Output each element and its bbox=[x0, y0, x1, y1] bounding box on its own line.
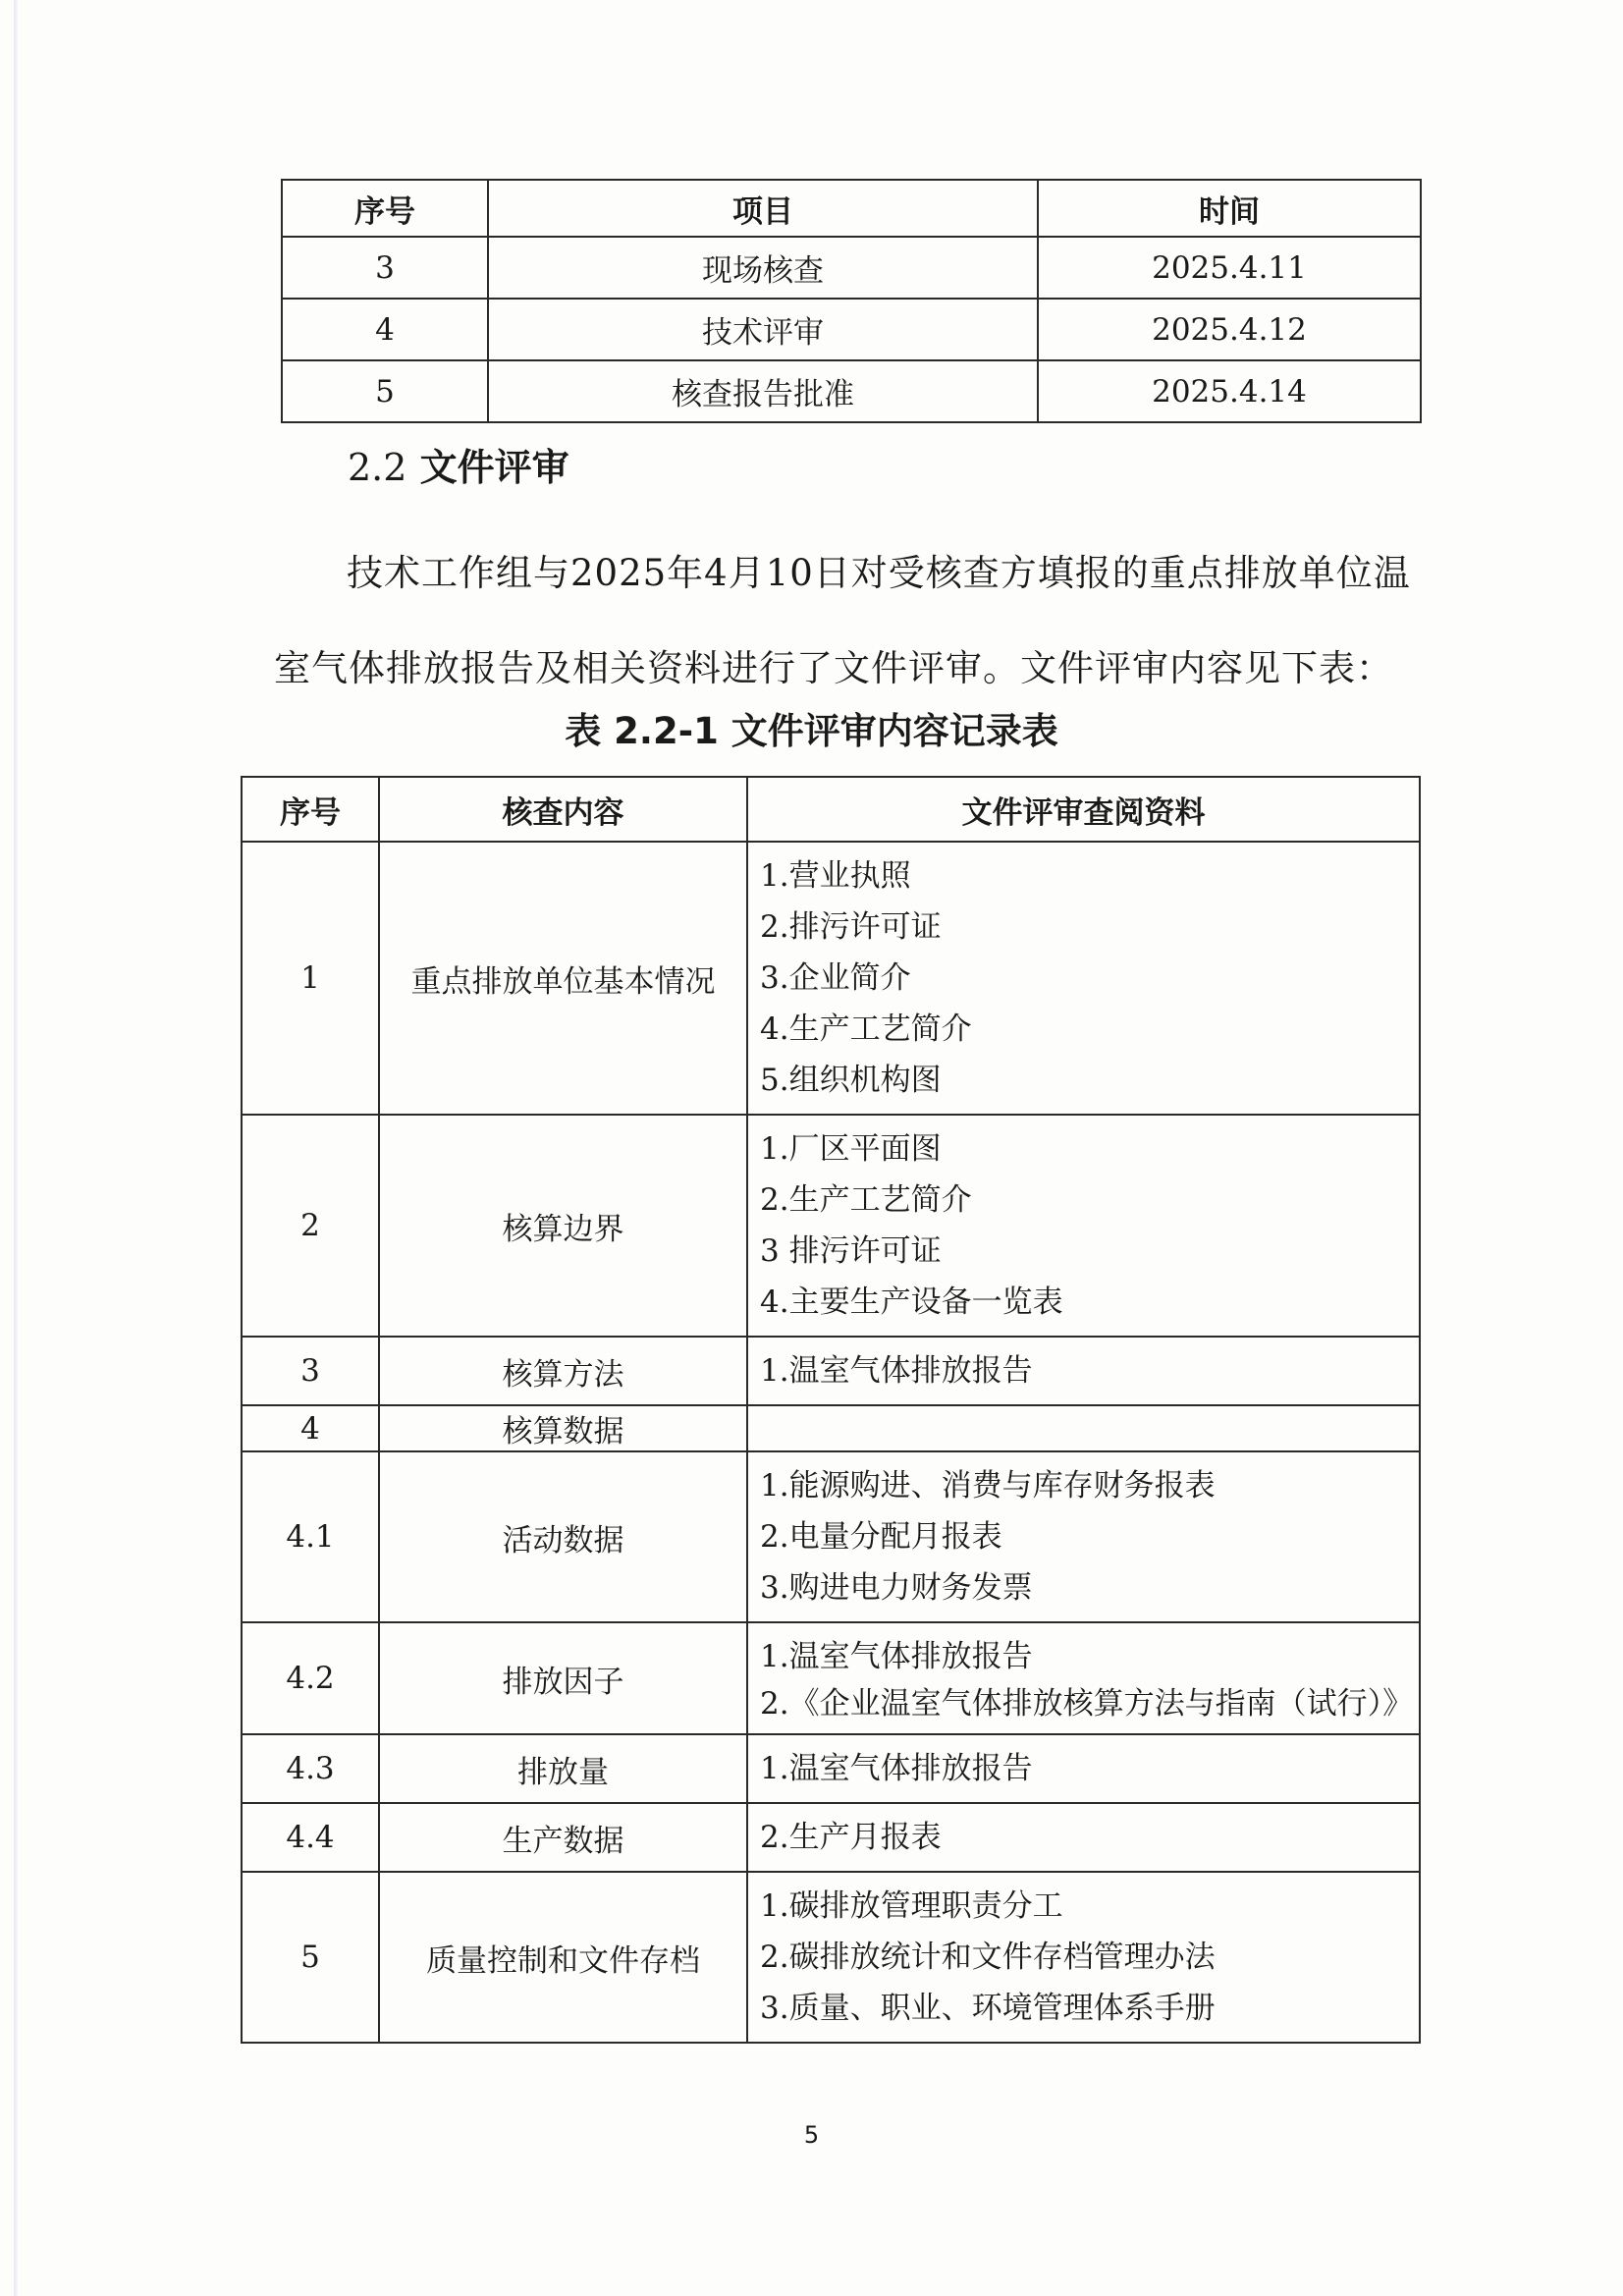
review-no: 4.2 bbox=[242, 1622, 379, 1734]
doc-item: 1.能源购进、消费与库存财务报表 bbox=[760, 1468, 1216, 1503]
doc-item: 2.《企业温室气体排放核算方法与指南（试行）》 bbox=[760, 1686, 1414, 1722]
page-number: 5 bbox=[803, 2121, 820, 2149]
table-row bbox=[242, 1734, 1420, 1803]
table-row bbox=[282, 299, 1421, 360]
review-docs bbox=[747, 842, 1420, 1115]
review-no: 4.1 bbox=[242, 1451, 379, 1622]
schedule-date: 2025.4.12 bbox=[1038, 299, 1421, 360]
review-header-row bbox=[242, 777, 1420, 842]
review-content: 排放因子 bbox=[379, 1622, 747, 1734]
doc-item: 1.营业执照 bbox=[760, 858, 911, 894]
review-docs bbox=[747, 1872, 1420, 2043]
review-content: 活动数据 bbox=[379, 1451, 747, 1622]
doc-item: 2.碳排放统计和文件存档管理办法 bbox=[760, 1940, 1216, 1975]
schedule-header-date: 时间 bbox=[1038, 180, 1421, 237]
review-content: 重点排放单位基本情况 bbox=[379, 842, 747, 1115]
doc-item: 3.购进电力财务发票 bbox=[760, 1570, 1033, 1606]
doc-item: 3.企业简介 bbox=[760, 960, 911, 996]
review-docs bbox=[747, 1405, 1420, 1451]
review-content: 核算方法 bbox=[379, 1337, 747, 1405]
table-caption: 表 2.2-1 文件评审内容记录表 bbox=[565, 710, 1058, 752]
section-title: 文件评审 bbox=[419, 446, 569, 489]
review-no: 1 bbox=[242, 842, 379, 1115]
schedule-header-item: 项目 bbox=[488, 180, 1038, 237]
doc-item: 2.生产月报表 bbox=[760, 1820, 942, 1855]
schedule-item: 现场核查 bbox=[488, 237, 1038, 299]
schedule-date: 2025.4.11 bbox=[1038, 237, 1421, 299]
table-row bbox=[242, 1115, 1420, 1337]
review-content: 质量控制和文件存档 bbox=[379, 1872, 747, 2043]
doc-item: 1.厂区平面图 bbox=[760, 1131, 942, 1167]
table-row bbox=[242, 1451, 1420, 1622]
review-header-no: 序号 bbox=[242, 777, 379, 842]
review-content: 生产数据 bbox=[379, 1803, 747, 1872]
table-row bbox=[242, 1337, 1420, 1405]
table-row bbox=[242, 1872, 1420, 2043]
table-row bbox=[242, 1622, 1420, 1734]
table-row bbox=[242, 1803, 1420, 1872]
schedule-no: 3 bbox=[282, 237, 488, 299]
schedule-header-no: 序号 bbox=[282, 180, 488, 237]
review-content: 核算数据 bbox=[379, 1405, 747, 1451]
schedule-no: 5 bbox=[282, 360, 488, 422]
review-docs bbox=[747, 1115, 1420, 1337]
schedule-header-row bbox=[282, 180, 1421, 237]
section-number: 2.2 bbox=[348, 446, 407, 489]
schedule-item: 核查报告批准 bbox=[488, 360, 1038, 422]
doc-item: 3.质量、职业、环境管理体系手册 bbox=[760, 1991, 1216, 2026]
doc-item: 2.排污许可证 bbox=[760, 909, 942, 945]
doc-item: 1.碳排放管理职责分工 bbox=[760, 1888, 1063, 1924]
review-no: 4.4 bbox=[242, 1803, 379, 1872]
table-row bbox=[282, 237, 1421, 299]
scan-edge bbox=[14, 0, 18, 2296]
doc-item: 1.温室气体排放报告 bbox=[760, 1751, 1033, 1786]
schedule-date: 2025.4.14 bbox=[1038, 360, 1421, 422]
review-docs bbox=[747, 1337, 1420, 1405]
review-no: 4 bbox=[242, 1405, 379, 1451]
review-no: 2 bbox=[242, 1115, 379, 1337]
doc-item: 3 排污许可证 bbox=[760, 1233, 942, 1269]
schedule-item: 技术评审 bbox=[488, 299, 1038, 360]
section-paragraph: 技术工作组与2025年4月10日对受核查方填报的重点排放单位温室气体排放报告及相关资料进行了文件评审。文件评审内容见下表： bbox=[274, 552, 1411, 689]
doc-item: 2.生产工艺简介 bbox=[760, 1182, 972, 1218]
section-heading bbox=[348, 437, 569, 491]
doc-item: 5.组织机构图 bbox=[760, 1063, 942, 1098]
schedule-table bbox=[281, 179, 1422, 423]
doc-item: 4.生产工艺简介 bbox=[760, 1011, 972, 1047]
review-docs bbox=[747, 1451, 1420, 1622]
doc-item: 2.电量分配月报表 bbox=[760, 1519, 1002, 1555]
review-no: 5 bbox=[242, 1872, 379, 2043]
doc-item: 4.主要生产设备一览表 bbox=[760, 1285, 1063, 1320]
review-docs bbox=[747, 1734, 1420, 1803]
schedule-no: 4 bbox=[282, 299, 488, 360]
review-content: 排放量 bbox=[379, 1734, 747, 1803]
doc-item: 1.温室气体排放报告 bbox=[760, 1353, 1033, 1389]
review-table bbox=[241, 776, 1421, 2044]
table-row bbox=[282, 360, 1421, 422]
review-content: 核算边界 bbox=[379, 1115, 747, 1337]
table-row bbox=[242, 842, 1420, 1115]
review-no: 4.3 bbox=[242, 1734, 379, 1803]
review-header-docs: 文件评审查阅资料 bbox=[747, 777, 1420, 842]
doc-item: 1.温室气体排放报告 bbox=[760, 1639, 1033, 1674]
review-header-content: 核查内容 bbox=[379, 777, 747, 842]
review-docs bbox=[747, 1622, 1420, 1734]
review-no: 3 bbox=[242, 1337, 379, 1405]
table-row bbox=[242, 1405, 1420, 1451]
review-docs bbox=[747, 1803, 1420, 1872]
